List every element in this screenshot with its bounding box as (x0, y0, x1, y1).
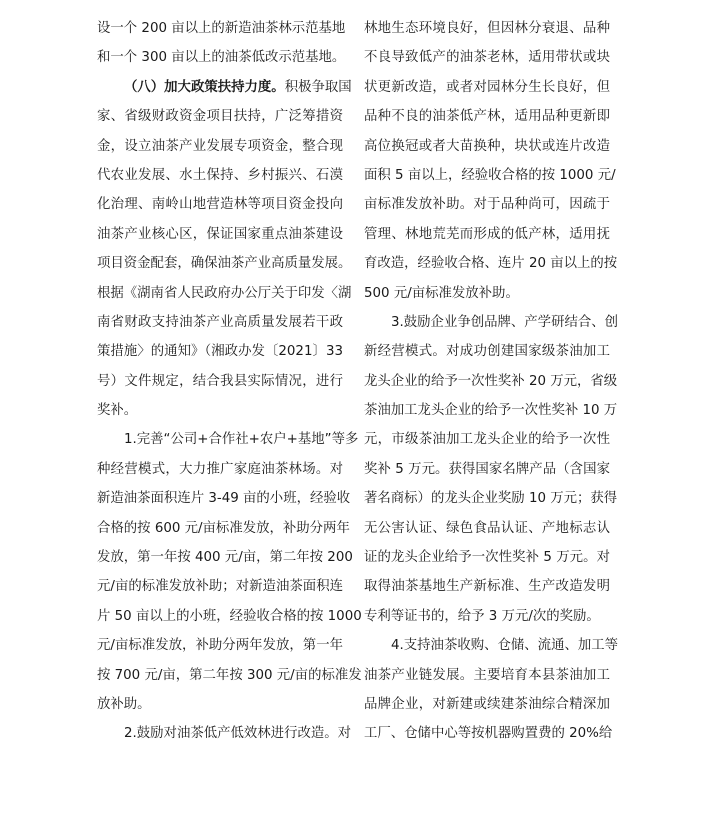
text-line: 育改造，经验收合格、连片 20 亩以上的按 (364, 256, 618, 272)
text-line: 专利等证书的，给予 3 万元/次的奖励。 (364, 608, 600, 624)
text-line: 无公害认证、绿色食品认证、产地标志认 (364, 520, 610, 536)
text-line (97, 73, 352, 102)
text-line: 片 50 亩以上的小班，经验收合格的按 1000 (97, 608, 362, 624)
text-line: 化治理、南岭山地营造林等项目资金投向 (97, 197, 343, 213)
text-line: 证的龙头企业给予一次性奖补 5 万元。对 (364, 550, 610, 566)
text-line: 1.完善“公司+合作社+农户+基地”等多 (124, 432, 359, 448)
text-line: 面积 5 亩以上，经验收合格的按 1000 元/ (364, 167, 616, 183)
text-line: 品牌企业，对新建或续建茶油综合精深加 (364, 696, 610, 712)
text-line: 根据《湖南省人民政府办公厅关于印发〈湖 (97, 285, 352, 301)
text-line: 茶油加工龙头企业的给予一次性奖补 10 万 (364, 403, 618, 419)
section-heading: （八）加大政策扶持力度。 (124, 79, 285, 95)
text-line: 发放，第一年按 400 元/亩，第二年按 200 (97, 550, 353, 566)
text-line: 元/亩标准发放，补助分两年发放，第一年 (97, 638, 343, 654)
text-line: 著名商标）的龙头企业奖励 10 万元；获得 (364, 491, 618, 507)
text-line: 新造油茶面积连片 3-49 亩的小班，经验收 (97, 491, 351, 507)
text-line: 奖补 5 万元。获得国家名牌产品（含国家 (364, 461, 610, 477)
text-line: 和一个 300 亩以上的油茶低改示范基地。 (97, 50, 346, 66)
text-line: 策措施〉的通知》（湘政办发〔2021〕33 (97, 344, 343, 360)
text-line: 种经营模式，大力推广家庭油茶林场。对 (97, 461, 343, 477)
text-line: 按 700 元/亩，第二年按 300 元/亩的标准发 (97, 667, 362, 683)
text-line: 亩标准发放补助。对于品种尚可，因疏于 (364, 197, 610, 213)
text-line: 取得油茶基地生产新标准、生产改造发明 (364, 579, 610, 595)
text-line: 奖补。 (97, 403, 138, 419)
text-line: 品种不良的油茶低产林，适用品种更新即 (364, 109, 610, 125)
text-line: 4.支持油茶收购、仓储、流通、加工等 (391, 638, 619, 654)
text-line: 项目资金配套，确保油茶产业高质量发展。 (97, 256, 352, 272)
text-line: 油茶产业链发展。主要培育本县茶油加工 (364, 667, 610, 683)
text-line: 合格的按 600 元/亩标准发放，补助分两年 (97, 520, 350, 536)
text-line: 2.鼓励对油茶低产低效林进行改造。对 (124, 726, 352, 742)
text-line: 状更新改造，或者对园林分生长良好，但 (364, 79, 610, 95)
text-line: 林地生态环境良好，但因林分衰退、品种 (364, 21, 610, 36)
text-line: 代农业发展、水土保持、乡村振兴、石漠 (97, 167, 343, 183)
text-line: 管理、林地荒芜而形成的低产林，适用抚 (364, 226, 610, 242)
text-line: 500 元/亩标准发放补助。 (364, 285, 519, 301)
text-line: 元/亩的标准发放补助；对新造油茶面积连 (97, 579, 343, 595)
left-column (97, 14, 362, 749)
text-line: 油茶产业核心区，保证国家重点油茶建设 (97, 226, 343, 242)
text-line: 不良导致低产的油茶老林，适用带状或块 (364, 50, 610, 66)
text-line: 设一个 200 亩以上的新造油茶林示范基地 (97, 21, 346, 36)
text-line: 龙头企业的给予一次性奖补 20 万元，省级 (364, 373, 618, 389)
text-line: 放补助。 (97, 696, 151, 712)
text-line: 南省财政支持油茶产业高质量发展若干政 (97, 314, 343, 330)
text-line: 号）文件规定，结合我县实际情况，进行 (97, 373, 343, 389)
text-line: 金，设立油茶产业发展专项资金，整合现 (97, 138, 343, 154)
text-line: 新经营模式。对成功创建国家级茶油加工 (364, 344, 610, 360)
text-line: 家、省级财政资金项目扶持，广泛筹措资 (97, 109, 343, 125)
body-text: 积极争取国 (284, 79, 352, 95)
text-line: 高位换冠或者大苗换种，块状或连片改造 (364, 138, 610, 154)
right-column (364, 14, 619, 749)
text-line: 元，市级茶油加工龙头企业的给予一次性 (364, 432, 610, 448)
text-line: 3.鼓励企业争创品牌、产学研结合、创 (391, 314, 619, 330)
text-line: 工厂、仓储中心等按机器购置费的 20%给 (364, 726, 613, 742)
